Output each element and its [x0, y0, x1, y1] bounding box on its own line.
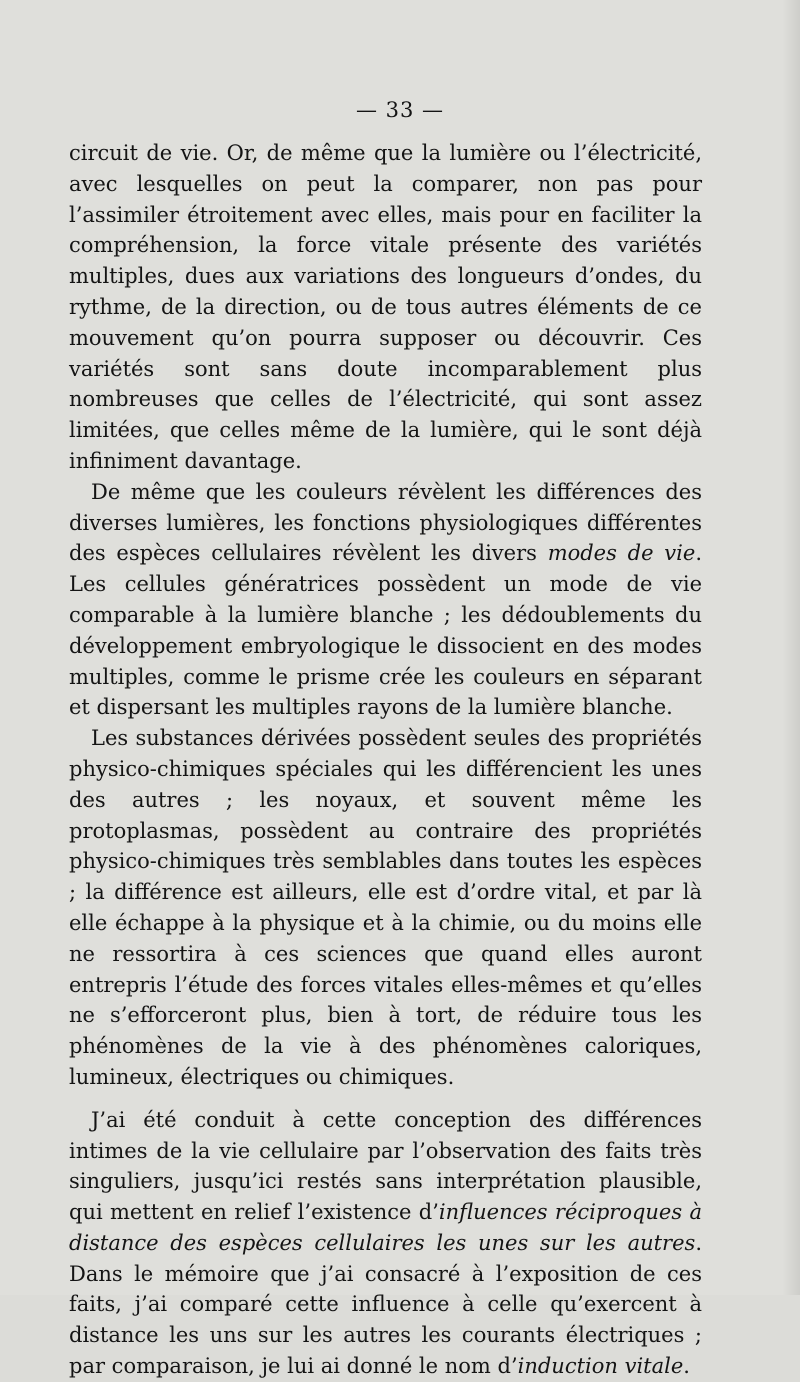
paragraph-2-text-b: . Les cellules génératrices possèdent un mode de vie comparable à la lumière blanche ; les dédoublements du développement embryologique le dissocient en des modes multiples, comme le prisme crée les couleurs en séparant et dispersant les multiples rayons de la lumière blanche. — [69, 541, 702, 720]
paragraph-2 — [69, 477, 702, 723]
paragraph-4-italic-b: induction vitale — [517, 1354, 684, 1379]
body-text — [69, 138, 702, 1382]
paragraph-4-text-b: . Dans le mémoire que j’ai consacré à l’exposition de ces faits, j’ai comparé cette influence à celle qu’exercent à distance les uns sur les autres les courants électriques ; par comparaison, je lui ai donné le nom d’ — [69, 1230, 702, 1379]
paragraph-4-text-a: J’ai été conduit à cette conception des différences intimes de la vie cellulaire par l’observation des faits très singuliers, jusqu’ici restés sans interprétation plausible, qui mettent en relief l’existence d’ — [69, 1107, 702, 1225]
paragraph-4-text-c: . — [683, 1354, 690, 1379]
paragraph-2-italic: modes de vie — [547, 541, 696, 566]
paragraph-4-italic-a: influences réciproques à distance des espèces cellulaires les unes sur les autres — [69, 1200, 702, 1255]
paragraph-1 — [69, 138, 702, 477]
paragraph-2-text-a: De même que les couleurs révèlent les différences des diverses lumières, les fonctions physiologiques différentes des espèces cellulaires révèlent les divers — [69, 479, 702, 566]
page-number: — 33 — — [355, 98, 445, 122]
paragraph-3 — [69, 723, 702, 1093]
paragraph-4 — [69, 1105, 702, 1382]
paragraph-3-text: Les substances dérivées possèdent seules des propriétés physico-chimiques spéciales qui les différencient les unes des autres ; les noyaux, et souvent même les protoplasmas, possèdent au contraire des propriétés physico-chimiques très semblables dans toutes les espèces ; la différence est ailleurs, elle est d’ordre vital, et par là elle échappe à la physique et à la chimie, ou du moins elle ne ressortira à ces sciences que quand elles auront entrepris l’étude des forces vitales elles-mêmes et qu’elles ne s’efforceront plus, bien à tort, de réduire tous les phénomènes de la vie à des phénomènes caloriques, lumineux, électriques ou chimiques. — [69, 726, 702, 1089]
page-edge-shadow — [782, 0, 800, 1295]
paragraph-1-text: circuit de vie. Or, de même que la lumière ou l’électricité, avec lesquelles on peut la comparer, non pas pour l’assimiler étroitement avec elles, mais pour en faciliter la compréhension, la force vitale présente des variétés multiples, dues aux variations des longueurs d’ondes, du rythme, de la direction, ou de tous autres éléments de ce mouvement qu’on pourra supposer ou découvrir. Ces variétés sont sans doute incomparablement plus nombreuses que celles de l’électricité, qui sont assez limitées, que celles même de la lumière, qui le sont déjà infiniment davantage. — [69, 141, 702, 473]
